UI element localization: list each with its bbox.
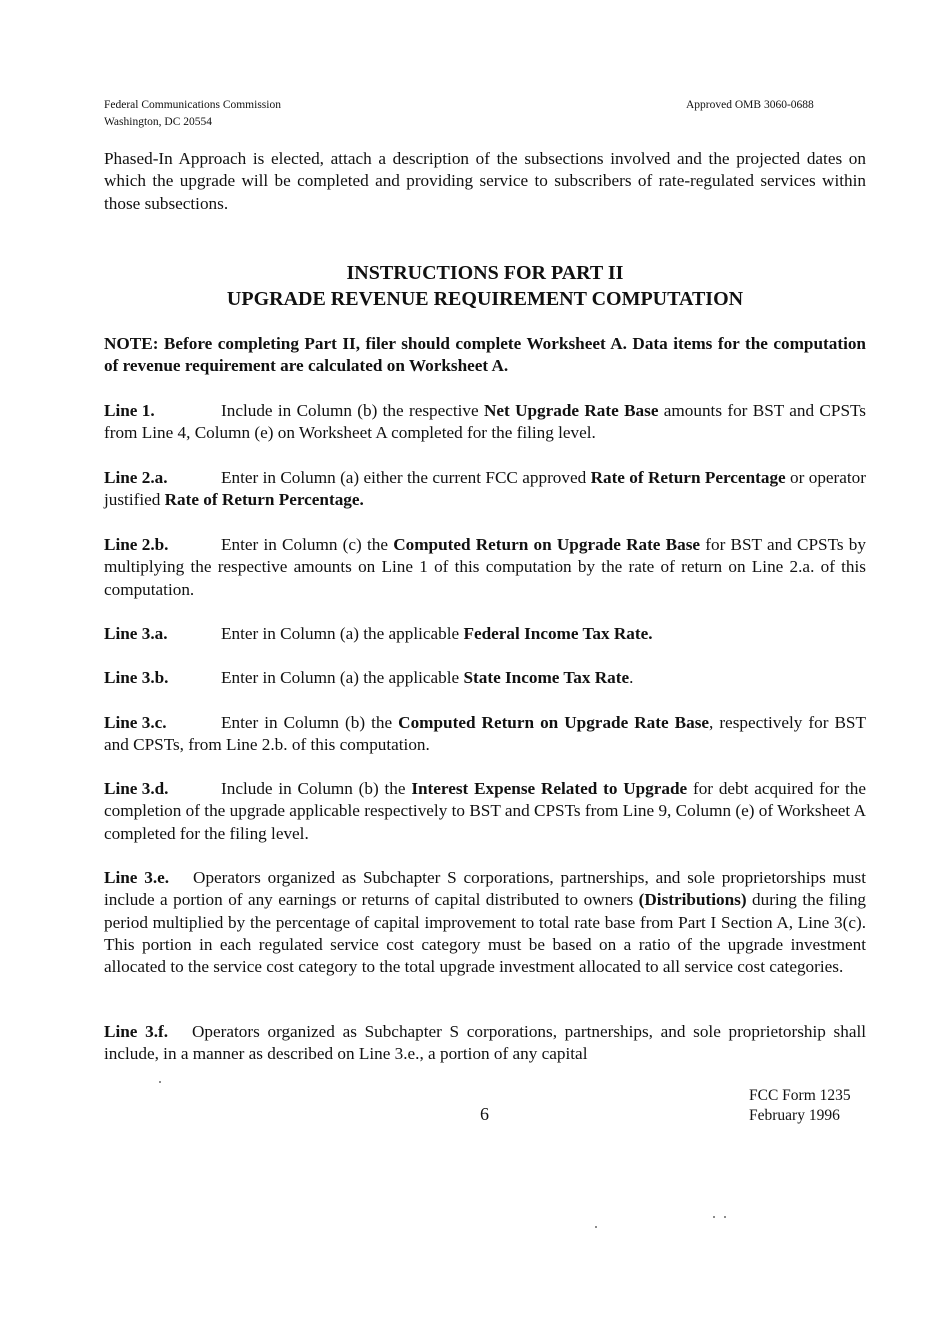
instruction-line-3e: Line 3.e. Operators organized as Subchapter S corporations, partnerships, and sole proprietorships must include a portion of any earnings or returns of capital distributed to owners (Distributions) during the filing period multiplied by the percentage of capital improvement to total rate base from Part I Section A, Line 3(c). This portion in each regulated service cost category must be based on a ratio of the upgrade investment allocated to the service cost category to the total upgrade investment allocated to all service cost categories.	[104, 868, 867, 977]
instruction-line-3a: Line 3.a. Enter in Column (a) the applicable Federal Income Tax Rate.	[104, 623, 866, 645]
scan-speck	[595, 1226, 597, 1228]
section-title-line2: UPGRADE REVENUE REQUIREMENT COMPUTATION	[226, 288, 744, 310]
note-paragraph: NOTE: Before completing Part II, filer should complete Worksheet A. Data items for the computation of revenue requirement are calculated on Worksheet A.	[104, 334, 866, 376]
line-label: Line 3.d.	[104, 779, 169, 798]
instruction-line-2b: Line 2.b. Enter in Column (c) the Computed Return on Upgrade Rate Base for BST and CPSTs by multiplying the respective amounts on Line 1 of this computation by the rate of return on Line 2.a. of this computation.	[104, 535, 866, 599]
section-title	[104, 260, 866, 312]
line-label: Line 3.f.	[104, 1022, 169, 1041]
page-number: 6	[480, 1104, 489, 1124]
intro-paragraph: Phased-In Approach is elected, attach a description of the subsections involved and the projected dates on which the upgrade will be completed and providing service to subscribers of rate-regulated services within those subsections.	[104, 149, 866, 213]
line-label: Line 2.b.	[104, 535, 169, 554]
footer-form-date: February 1996	[749, 1107, 840, 1124]
scan-speck	[713, 1216, 715, 1218]
section-title-line1: INSTRUCTIONS FOR PART II	[346, 262, 624, 284]
scan-speck	[159, 1081, 161, 1083]
header-location: Washington, DC 20554	[104, 116, 213, 128]
line-label: Line 3.a.	[104, 624, 168, 643]
instruction-line-3f: Line 3.f. Operators organized as Subchapter S corporations, partnerships, and sole proprietorship shall include, in a manner as described on Line 3.e., a portion of any capital	[104, 1022, 866, 1064]
instruction-line-3b: Line 3.b. Enter in Column (a) the applicable State Income Tax Rate.	[104, 667, 866, 689]
footer-form-number: FCC Form 1235	[749, 1087, 851, 1104]
line-label: Line 2.a.	[104, 468, 168, 487]
scan-speck	[724, 1216, 726, 1218]
header-agency: Federal Communications Commission	[104, 99, 281, 111]
footer-form-info	[749, 1086, 851, 1126]
instruction-line-3c: Line 3.c. Enter in Column (b) the Computed Return on Upgrade Rate Base, respectively for BST and CPSTs, from Line 2.b. of this computation.	[104, 713, 866, 755]
header-agency-block	[104, 97, 281, 131]
instruction-line-2a: Line 2.a. Enter in Column (a) either the current FCC approved Rate of Return Percentage or operator justified Rate of Return Percentage.	[104, 468, 866, 510]
line-label: Line 3.c.	[104, 713, 167, 732]
instruction-line-1: Line 1. Include in Column (b) the respective Net Upgrade Rate Base amounts for BST and CPSTs from Line 4, Column (e) on Worksheet A completed for the filing level.	[104, 401, 866, 443]
line-label: Line 3.b.	[104, 668, 169, 687]
line-label: Line 1.	[104, 401, 155, 420]
instruction-line-3d: Line 3.d. Include in Column (b) the Interest Expense Related to Upgrade for debt acquired for the completion of the upgrade applicable respectively to BST and CPSTs from Line 9, Column (e) of Worksheet A completed for the filing level.	[104, 779, 866, 843]
header-omb: Approved OMB 3060-0688	[686, 99, 814, 111]
line-label: Line 3.e.	[104, 868, 170, 887]
